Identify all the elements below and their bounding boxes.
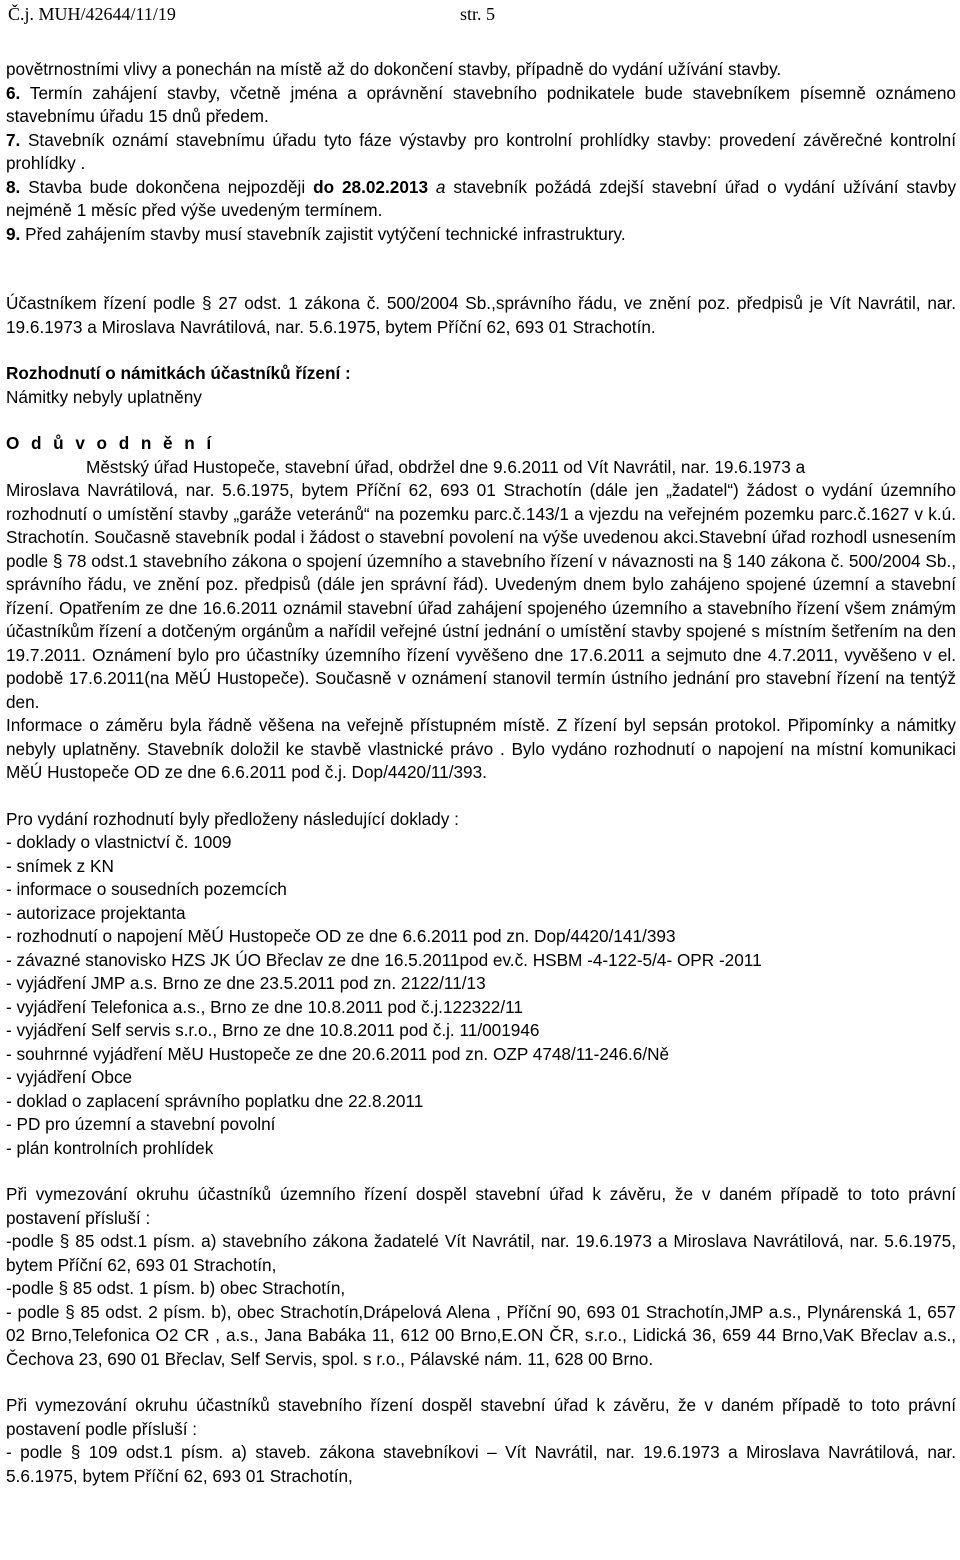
reasoning-paragraph-1: Miroslava Navrátilová, nar. 5.6.1975, bytem Příční 62, 693 01 Strachotín (dále jen „žadatel“) žádost o vydání územního rozhodnutí o umístění stavby „garáže veteránů“ na pozemku parc.č.143/1 a vjezdu na veřejném pozemku parc.č.1627 v k.ú. Strachotín. Současně stavebník podal i žádost o stavební povolení na výše uvedenou akci.Stavební úřad rozhodl usnesením podle § 78 odst.1 stavebního zákona o spojení územního a stavebního řízení v návaznosti na § 140 zákona č. 500/2004 Sb., správního řádu, ve znění poz. předpisů (dále jen správní řád). Uvedeným dnem bylo zahájeno spojené územní a stavební řízení. Opatřením ze dne 16.6.2011 oznámil stavební úřad zahájení spojeného územního a stavebního řízení všem známým účastníkům řízení a dotčeným orgánům a nařídil veřejné ústní jednání o umístění stavby spojené s místním šetřením na den 19.7.2011. Oznámení bylo pro účastníky územního řízení vyvěšeno dne 17.6.2011 a sejmuto dne 4.7.2011, vyvěšeno v el. podobě 17.6.2011(na MěÚ Hustopeče). Současně v oznámení stanovil termín ústního jednání pro stavební řízení na tentýž den. <box>6 480 956 712</box>
list-item: - doklady o vlastnictví č. 1009 <box>6 832 232 852</box>
list-item: - vyjádření Self servis s.r.o., Brno ze dne 10.8.2011 pod č.j. 11/001946 <box>6 1020 540 1040</box>
point-7 <box>6 129 956 176</box>
territorial-party-c: - podle § 85 odst. 2 písm. b), obec Strachotín,Drápelová Alena , Příční 90, 693 01 Strachotín,JMP a.s., Plynárenská 1, 657 02 Brno,Telefonica O2 CR , a.s., Jana Babáka 11, 612 00 Brno,E.ON ČR, s.r.o., Lidická 36, 659 44 Brno,VaK Břeclav a.s., Čechova 23, 690 01 Břeclav, Self Servis, spol. s r.o., Pálavské nám. 11, 628 00 Brno. <box>6 1301 956 1369</box>
reasoning-paragraph-2: Informace o záměru byla řádně věšena na veřejně přístupném místě. Z řízení byl sepsán protokol. Připomínky a námitky nebyly uplatněny. Stavebník doložil ke stavbě vlastnické právo . Bylo vydáno rozhodnutí o napojení na místní komunikaci MěÚ Hustopeče OD ze dne 6.6.2011 pod č.j. Dop/4420/11/393. <box>6 715 956 782</box>
territorial-party-b: -podle § 85 odst. 1 písm. b) obec Strachotín, <box>6 1278 346 1298</box>
building-party-a: - podle § 109 odst.1 písm. a) staveb. zákona stavebníkovi – Vít Navrátil, nar. 19.6.1973 a Miroslava Navrátilová, nar. 5.6.1975, bytem Příční 62, 693 01 Strachotín, <box>6 1442 956 1486</box>
objections-heading: Rozhodnutí o námitkách účastníků řízení : <box>6 363 351 383</box>
list-item: - snímek z KN <box>6 855 114 876</box>
reference-number: Č.j. MUH/42644/11/19 <box>8 4 176 24</box>
building-intro: Při vymezování okruhu účastníků stavebního řízení dospěl stavební úřad k závěru, že v daném případě to toto právní postavení podle přísluší : <box>6 1395 956 1439</box>
page-number: str. 5 <box>460 4 496 24</box>
point-text: Před zahájením stavby musí stavebník zajistit vytýčení technické infrastruktury. <box>25 223 626 244</box>
point-number: 6. <box>6 82 21 103</box>
point-conjunction: a <box>435 176 446 197</box>
list-item: - PD pro územní a stavební povolní <box>6 1114 276 1134</box>
point-5-tail: povětrnostními vlivy a ponechán na místě až do dokončení stavby, případně do vydání užívání stavby. <box>6 59 782 79</box>
list-item: - plán kontrolních prohlídek <box>6 1137 214 1158</box>
point-text: Termín zahájení stavby, včetně jména a oprávnění stavebního podnikatele bude stavebníkem písemně oznámeno stavebnímu úřadu 15 dnů předem. <box>6 82 956 126</box>
list-item: - vyjádření Obce <box>6 1067 133 1087</box>
point-number: 9. <box>6 223 21 244</box>
objections-text: Námitky nebyly uplatněny <box>6 386 202 407</box>
point-8 <box>6 176 956 223</box>
list-item: - souhrnné vyjádření MěU Hustopeče ze dne 20.6.2011 pod zn. OZP 4748/11-246.6/Ně <box>6 1043 670 1064</box>
list-item: - závazné stanovisko HZS JK ÚO Břeclav ze dne 16.5.2011pod ev.č. HSBM -4-122-5/4- OPR -2011 <box>6 949 762 970</box>
documents-intro: Pro vydání rozhodnutí byly předloženy následující doklady : <box>6 808 459 829</box>
point-9 <box>6 223 956 247</box>
territorial-party-a: -podle § 85 odst.1 písm. a) stavebního zákona žadatelé Vít Navrátil, nar. 19.6.1973 a Miroslava Navrátilová, nar. 5.6.1975, bytem Příční 62, 693 01 Strachotín, <box>6 1231 956 1275</box>
point-6 <box>6 82 956 129</box>
point-text: Stavba bude dokončena nejpozději <box>28 176 306 197</box>
participant-statement: Účastníkem řízení podle § 27 odst. 1 zákona č. 500/2004 Sb.,správního řádu, ve znění poz. předpisů je Vít Navrátil, nar. 19.6.1973 a Miroslava Navrátilová, nar. 5.6.1975, bytem Příční 62, 693 01 Strachotín. <box>6 293 956 337</box>
document-body <box>6 58 956 1488</box>
list-item: - doklad o zaplacení správního poplatku dne 22.8.2011 <box>6 1090 424 1111</box>
list-item: - vyjádření Telefonica a.s., Brno ze dne 10.8.2011 pod č.j.122322/11 <box>6 996 523 1017</box>
documents-list <box>6 831 956 1160</box>
point-number: 8. <box>6 176 21 197</box>
list-item: - informace o sousedních pozemcích <box>6 879 287 899</box>
point-text: stavebník požádá zdejší stavební úřad o vydání užívání stavby nejméně 1 měsíc před výše uvedeným termínem. <box>6 176 957 220</box>
reasoning-heading: O d ů v o d n ě n í <box>6 433 215 453</box>
list-item: - vyjádření JMP a.s. Brno ze dne 23.5.2011 pod zn. 2122/11/13 <box>6 973 486 993</box>
reasoning-first-line: Městský úřad Hustopeče, stavební úřad, obdržel dne 9.6.2011 od Vít Navrátil, nar. 19.6.1973 a <box>86 456 806 477</box>
territorial-intro: Při vymezování okruhu účastníků územního řízení dospěl stavební úřad k závěru, že v daném případě to toto právní postavení přísluší : <box>6 1184 956 1228</box>
list-item: - rozhodnutí o napojení MěÚ Hustopeče OD ze dne 6.6.2011 pod zn. Dop/4420/141/393 <box>6 926 676 946</box>
list-item: - autorizace projektanta <box>6 902 186 923</box>
point-number: 7. <box>6 129 21 150</box>
point-text: Stavebník oznámí stavebnímu úřadu tyto fáze výstavby pro kontrolní prohlídky stavby: provedení závěrečné kontrolní prohlídky . <box>6 129 957 173</box>
deadline: do 28.02.2013 <box>313 176 429 197</box>
